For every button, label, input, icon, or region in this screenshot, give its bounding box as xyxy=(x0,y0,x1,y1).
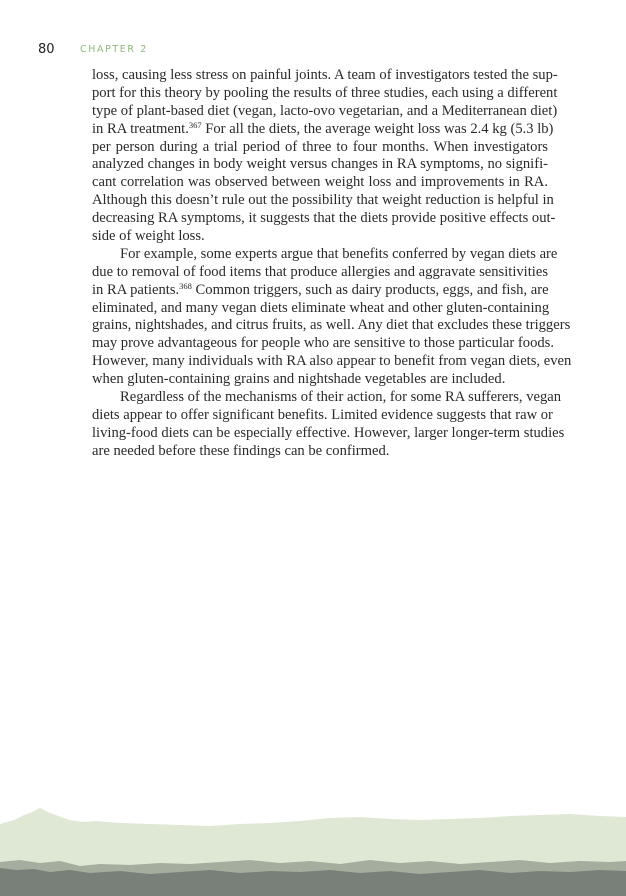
paragraph xyxy=(92,245,572,389)
line-text: Although this doesn’t rule out the possibility that weight reduction is helpful in xyxy=(92,192,554,209)
text-line xyxy=(92,139,548,157)
text-line xyxy=(92,443,548,461)
line-text: diets appear to offer significant benefits. Limited evidence suggests that raw or xyxy=(92,406,553,423)
text-line xyxy=(92,102,558,121)
text-line xyxy=(92,174,548,192)
line-text: in RA patients. xyxy=(92,281,180,298)
citation-superscript: 368 xyxy=(179,280,192,291)
text-line xyxy=(92,317,571,335)
text-line xyxy=(92,406,553,425)
body-text xyxy=(92,67,572,461)
chapter-label: CHAPTER 2 xyxy=(80,44,148,55)
text-line xyxy=(92,282,548,300)
decorative-landscape-band xyxy=(0,790,626,896)
text-line xyxy=(92,353,572,371)
line-text: per person during a trial period of three to four months. When investigators xyxy=(92,138,548,155)
line-text: when gluten-containing grains and nightshade vegetables are included. xyxy=(92,371,506,388)
line-text: Regardless of the mechanisms of their action, for some RA sufferers, vegan xyxy=(120,389,562,406)
line-text: Common triggers, such as dairy products, eggs, and fish, are xyxy=(191,281,549,298)
line-text: decreasing RA symptoms, it suggests that the diets provide positive effects out- xyxy=(92,210,556,227)
text-line xyxy=(92,424,565,443)
line-text: type of plant-based diet (vegan, lacto-ovo vegetarian, and a Mediterranean diet) xyxy=(92,102,558,119)
line-text: due to removal of food items that produce allergies and aggravate sensitivities xyxy=(92,263,548,280)
text-line xyxy=(92,389,562,407)
line-text: However, many individuals with RA also appear to benefit from vegan diets, even xyxy=(92,353,572,370)
line-text: side of weight loss. xyxy=(92,228,205,245)
line-text: loss, causing less stress on painful joints. A team of investigators tested the sup- xyxy=(92,67,558,83)
text-line xyxy=(92,156,548,174)
line-text: For example, some experts argue that benefits conferred by vegan diets are xyxy=(120,245,558,262)
paragraph xyxy=(92,67,558,246)
line-text: analyzed changes in body weight versus changes in RA symptoms, no signifi- xyxy=(92,156,548,173)
text-line xyxy=(92,228,548,246)
text-line xyxy=(92,67,558,85)
text-line xyxy=(92,300,548,318)
text-line xyxy=(92,84,558,103)
line-text: are needed before these findings can be confirmed. xyxy=(92,442,390,459)
line-text: may prove advantageous for people who are sensitive to those particular foods. xyxy=(92,335,554,352)
line-text: in RA treatment. xyxy=(92,120,189,137)
line-text: cant correlation was observed between weight loss and improvements in RA. xyxy=(92,174,548,191)
line-text: eliminated, and many vegan diets eliminate wheat and other gluten-containing xyxy=(92,299,550,316)
text-line xyxy=(92,371,548,389)
page-number: 80 xyxy=(38,42,55,57)
text-line xyxy=(92,264,548,282)
text-line xyxy=(92,192,554,210)
line-text: port for this theory by pooling the results of three studies, each using a different xyxy=(92,84,558,101)
text-line xyxy=(92,119,554,139)
text-line xyxy=(92,210,556,228)
text-line xyxy=(92,245,558,264)
text-line xyxy=(92,335,554,353)
line-text: For all the diets, the average weight loss was 2.4 kg (5.3 lb) xyxy=(201,120,554,137)
paragraph xyxy=(92,389,565,461)
line-text: grains, nightshades, and citrus fruits, as well. Any diet that excludes these triggers xyxy=(92,317,571,334)
citation-superscript: 367 xyxy=(188,119,202,130)
line-text: living-food diets can be especially effective. However, larger longer-term studies xyxy=(92,424,565,441)
